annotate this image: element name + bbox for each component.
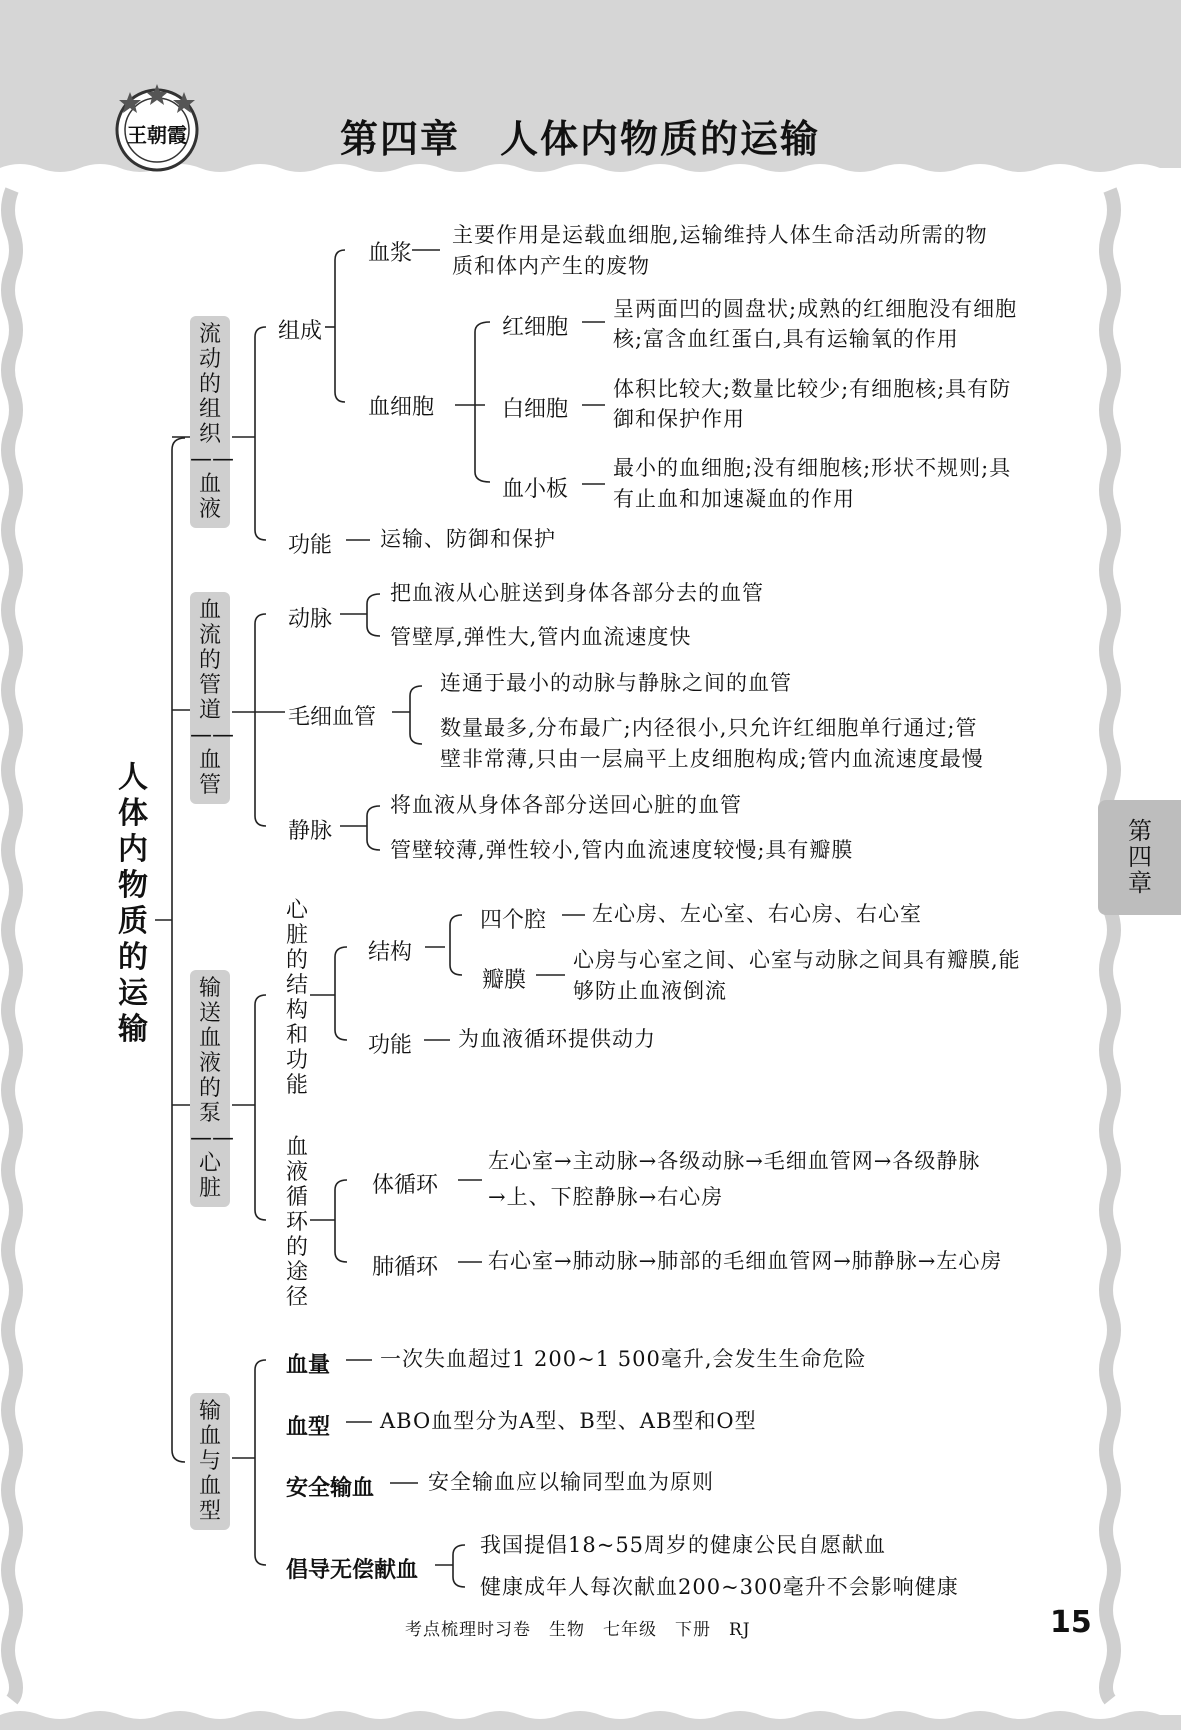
node-blood-function: 功能 (288, 533, 333, 558)
wbc-desc-1: 体积比较大;数量比较少;有细胞核;具有防 (613, 377, 1012, 401)
node-circulation-path: 血液循环的途径 (285, 1135, 308, 1310)
node-artery: 动脉 (288, 607, 333, 632)
valves-desc-1: 心房与心室之间、心室与动脉之间具有瓣膜,能 (573, 948, 1021, 972)
node-heart-function: 功能 (368, 1033, 413, 1058)
capillary-desc-2: 数量最多,分布最广;内径很小,只允许红细胞单行通过;管 (440, 716, 978, 740)
node-systemic: 体循环 (372, 1173, 439, 1198)
footer-text: 考点梳理时习卷 生物 七年级 下册 RJ (405, 1620, 751, 1640)
capillary-desc-1: 连通于最小的动脉与静脉之间的血管 (440, 671, 792, 695)
chambers-desc: 左心房、左心室、右心房、右心室 (592, 902, 922, 926)
rbc-desc-1: 呈两面凹的圆盘状;成熟的红细胞没有细胞 (613, 297, 1018, 321)
node-blood-donation: 倡导无偿献血 (286, 1558, 419, 1583)
wbc-desc-2: 御和保护作用 (613, 407, 745, 431)
blood-function-desc: 运输、防御和保护 (380, 527, 556, 551)
page-number: 15 (1050, 1605, 1092, 1640)
safe-transfusion-desc: 安全输血应以输同型血为原则 (428, 1470, 714, 1494)
node-wbc: 白细胞 (502, 397, 569, 422)
side-tab-label: 第四章 (1128, 817, 1152, 897)
category-heart: 输送血液的泵——心脏 (190, 970, 230, 1207)
rbc-desc-2: 核;富含血红蛋白,具有运输氧的作用 (613, 327, 959, 351)
blood-volume-desc: 一次失血超过1 200~1 500毫升,会发生生命危险 (380, 1347, 867, 1371)
artery-desc-2: 管壁厚,弹性大,管内血流速度快 (390, 625, 692, 649)
node-blood-cells: 血细胞 (368, 395, 435, 420)
node-safe-transfusion: 安全输血 (286, 1476, 375, 1501)
node-chambers: 四个腔 (480, 908, 547, 933)
systemic-desc-2: →上、下腔静脉→右心房 (488, 1185, 724, 1209)
node-composition: 组成 (278, 319, 323, 344)
blood-donation-desc-1: 我国提倡18~55周岁的健康公民自愿献血 (480, 1533, 887, 1557)
blood-donation-desc-2: 健康成年人每次献血200~300毫升不会影响健康 (480, 1575, 959, 1599)
valves-desc-2: 够防止血液倒流 (573, 979, 727, 1003)
plasma-desc-1: 主要作用是运载血细胞,运输维持人体生命活动所需的物 (452, 223, 988, 247)
blood-type-desc: ABO血型分为A型、B型、AB型和O型 (380, 1409, 757, 1433)
systemic-desc-1: 左心室→主动脉→各级动脉→毛细血管网→各级静脉 (488, 1149, 981, 1173)
node-pulmonary: 肺循环 (372, 1255, 439, 1280)
node-plasma: 血浆 (368, 241, 413, 266)
platelet-desc-1: 最小的血细胞;没有细胞核;形状不规则;具 (613, 456, 1012, 480)
node-capillary: 毛细血管 (288, 705, 377, 730)
category-blood: 流动的组织——血液 (190, 316, 230, 528)
svg-text:王朝霞: 王朝霞 (127, 123, 187, 147)
node-rbc: 红细胞 (502, 315, 569, 340)
vein-desc-2: 管壁较薄,弹性较小,管内血流速度较慢;具有瓣膜 (390, 838, 854, 862)
category-vessels: 血流的管道——血管 (190, 592, 230, 804)
node-structure: 结构 (368, 940, 413, 965)
artery-desc-1: 把血液从心脏送到身体各部分去的血管 (390, 581, 764, 605)
node-platelet: 血小板 (502, 477, 569, 502)
chapter-title: 第四章 人体内物质的运输 (340, 117, 821, 161)
category-transfusion: 输血与血型 (190, 1393, 230, 1530)
plasma-desc-2: 质和体内产生的废物 (452, 254, 650, 278)
heart-function-desc: 为血液循环提供动力 (458, 1027, 656, 1051)
node-vein: 静脉 (288, 819, 333, 844)
platelet-desc-2: 有止血和加速凝血的作用 (613, 487, 855, 511)
node-valves: 瓣膜 (482, 968, 527, 993)
vein-desc-1: 将血液从身体各部分送回心脏的血管 (390, 793, 742, 817)
node-heart-structure-function: 心脏的结构和功能 (285, 898, 308, 1098)
capillary-desc-3: 壁非常薄,只由一层扁平上皮细胞构成;管内血流速度最慢 (440, 747, 984, 771)
root-topic: 人体内物质的运输 (118, 760, 148, 1047)
node-blood-type: 血型 (286, 1415, 331, 1440)
node-blood-volume: 血量 (286, 1353, 331, 1378)
pulmonary-desc: 右心室→肺动脉→肺部的毛细血管网→肺静脉→左心房 (488, 1249, 1003, 1273)
